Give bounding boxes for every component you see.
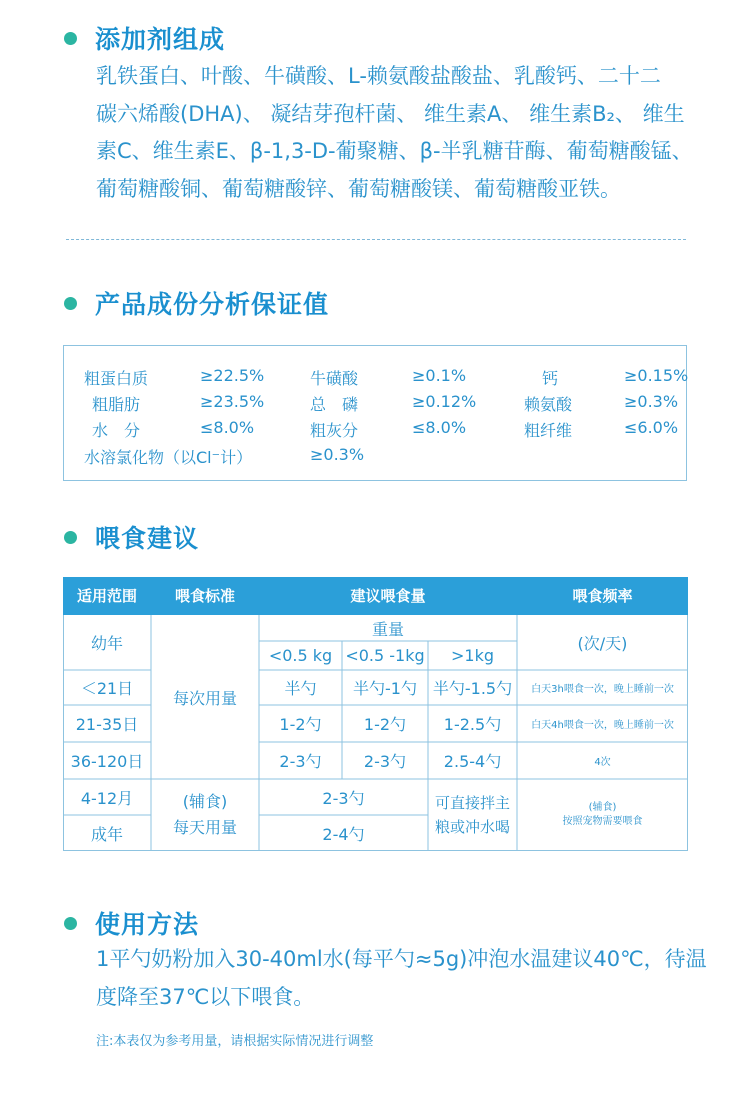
additives-line: 碳六烯酸(DHA)、 凝结芽孢杆菌、 维生素A、 维生素B₂、 维生 (96, 101, 685, 126)
daily-amount-label: 每天用量 (172, 818, 237, 837)
cell-weight: <0.5 kg (268, 646, 333, 665)
cell-age: 36-120日 (70, 752, 144, 771)
bullet-dot-icon (64, 297, 77, 310)
cell-amount: 半勺-1.5勺 (432, 679, 513, 698)
analysis-value: ≥23.5% (200, 392, 265, 411)
cell-amount: 2.5-4勺 (443, 752, 502, 771)
cell-per-serving: 每次用量 (172, 688, 237, 708)
cell-weight-label: 重量 (371, 619, 404, 639)
cell-amount: 2-3勺 (363, 752, 407, 771)
cell-supplement-frequency (517, 779, 688, 851)
additives-line: 葡萄糖酸铜、葡萄糖酸锌、葡萄糖酸镁、葡萄糖酸亚铁。 (96, 176, 621, 201)
analysis-name: 粗脂肪 (92, 395, 141, 414)
additives-line: 乳铁蛋白、叶酸、牛磺酸、L-赖氨酸盐酸盐、乳酸钙、二十二 (96, 64, 661, 88)
analysis-value: ≥22.5% (200, 366, 265, 385)
analysis-value: ≥0.1% (412, 366, 467, 385)
footnote: 注:本表仅为参考用量，请根据实际情况进行调整 (96, 1034, 374, 1049)
analysis-value: ≤6.0% (624, 418, 679, 437)
analysis-name: 粗灰分 (310, 421, 359, 440)
analysis-box (63, 345, 687, 481)
cell-amount: 2-3勺 (279, 752, 322, 771)
cell-amount: 1-2勺 (279, 715, 322, 734)
freq-line: (辅食) (588, 802, 617, 813)
cell-weight: <0.5 -1kg (345, 646, 425, 665)
additives-title: 添加剂组成 (95, 25, 226, 54)
bullet-dot-icon (64, 531, 77, 544)
analysis-name: 赖氨酸 (524, 395, 573, 414)
cell-frequency: 白天3h喂食一次，晚上睡前一次 (531, 684, 674, 695)
cell-age: 4-12月 (80, 788, 134, 808)
cell-freq-unit: (次/天) (577, 634, 628, 653)
usage-line: 1平勺奶粉加入30-40ml水(每平勺≈5g)冲泡水温建议40℃，待温 (96, 947, 707, 971)
analysis-title: 产品成份分析保证值 (95, 290, 330, 319)
header-frequency: 喂食频率 (572, 587, 633, 605)
additives-line: 素C、维生素E、β-1,3-D-葡聚糖、β-半乳糖苷酶、葡萄糖酸锰、 (96, 139, 693, 163)
cell-amount: 1-2勺 (363, 715, 407, 734)
cell-amount: 2-3勺 (322, 788, 365, 808)
cell-amount: 半勺 (284, 679, 317, 698)
cell-amount: 1-2.5勺 (443, 715, 502, 734)
feeding-heading (64, 519, 199, 555)
bullet-dot-icon (64, 917, 77, 930)
analysis-name: 粗蛋白质 (84, 369, 149, 388)
freq-line: 按照宠物需要喂食 (562, 816, 643, 827)
bullet-dot-icon (64, 32, 77, 45)
cell-amount: 2-4勺 (322, 824, 365, 844)
analysis-value: ≥0.3% (310, 445, 365, 464)
analysis-heading (64, 285, 329, 321)
usage-line: 度降至37℃以下喂食。 (96, 984, 315, 1009)
cell-frequency: 白天4h喂食一次，晚上睡前一次 (531, 720, 674, 731)
usage-heading (64, 905, 199, 941)
cell-youth: 幼年 (90, 634, 123, 653)
header-amount: 建议喂食量 (350, 587, 426, 605)
supplement-label: (辅食) (182, 792, 228, 811)
header-standard: 喂食标准 (174, 587, 235, 605)
analysis-value: ≥0.12% (412, 392, 477, 411)
cell-amount: 半勺-1勺 (353, 679, 417, 698)
analysis-value: ≤8.0% (412, 418, 467, 437)
feeding-title: 喂食建议 (95, 524, 200, 553)
analysis-value: ≤8.0% (200, 418, 255, 437)
additives-heading (64, 20, 225, 56)
cell-weight: >1kg (450, 646, 494, 665)
cell-age: 21-35日 (75, 715, 139, 734)
mix-note-line: 可直接拌主 (434, 794, 510, 812)
additives-list (96, 58, 716, 208)
analysis-name: 总 磷 (310, 395, 359, 414)
cell-supplement-standard (151, 779, 259, 851)
analysis-value: ≥0.15% (624, 366, 689, 385)
header-range: 适用范围 (76, 587, 137, 605)
analysis-name: 水 分 (92, 421, 141, 440)
usage-text (96, 941, 716, 1016)
feeding-table (63, 577, 688, 851)
cell-age: ＜21日 (80, 679, 134, 698)
analysis-name: 钙 (542, 369, 559, 388)
mix-note-line: 粮或冲水喝 (434, 818, 510, 836)
section-divider (66, 239, 686, 240)
usage-title: 使用方法 (95, 910, 200, 939)
analysis-value: ≥0.3% (624, 392, 679, 411)
analysis-name: 粗纤维 (524, 421, 573, 440)
cell-frequency: 4次 (594, 757, 611, 768)
cell-age: 成年 (90, 824, 123, 844)
analysis-name: 水溶氯化物（以Cl⁻计） (84, 448, 253, 467)
cell-mix-note (428, 779, 517, 851)
analysis-name: 牛磺酸 (310, 369, 359, 388)
